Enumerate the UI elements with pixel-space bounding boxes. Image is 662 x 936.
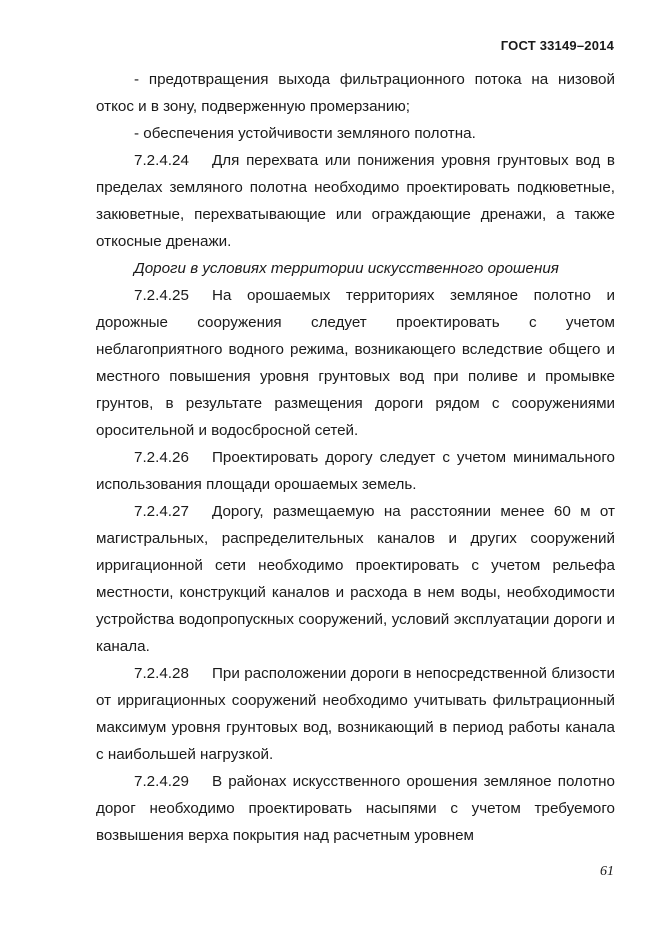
- clause-7-2-4-24: [96, 147, 615, 255]
- clause-7-2-4-28: [96, 660, 615, 768]
- clause-text: При расположении дороги в непосредственной близости от ирригационных сооружений необходимо учитывать фильтрационный максимум уровня грунтовых вод, возникающий в период работы канала с наибольшей нагрузкой.: [96, 665, 615, 763]
- clause-number: 7.2.4.29: [134, 773, 189, 790]
- clause-text: Проектировать дорогу следует с учетом минимального использования площади орошаемых земель.: [96, 449, 615, 493]
- section-subheading: Дороги в условиях территории искусственного орошения: [134, 260, 559, 277]
- paragraph-text: - предотвращения выхода фильтрационного потока на низовой откос и в зону, подверженную промерзанию;: [96, 71, 615, 115]
- clause-text: Дорогу, размещаемую на расстоянии менее 60 м от магистральных, распределительных каналов и других сооружений ирригационной сети необходимо проектировать с учетом рельефа местности, конструкций каналов и расхода в нем воды, необходимости устройства водопропускных сооружений, условий эксплуатации дороги и канала.: [96, 503, 615, 655]
- paragraph-dash-2: [96, 120, 615, 147]
- clause-number: 7.2.4.28: [134, 665, 189, 682]
- clause-number: 7.2.4.27: [134, 503, 189, 520]
- clause-7-2-4-27: [96, 498, 615, 660]
- clause-7-2-4-25: [96, 282, 615, 444]
- clause-number: 7.2.4.25: [134, 287, 189, 304]
- clause-text: В районах искусственного орошения земляное полотно дорог необходимо проектировать насыпями с учетом требуемого возвышения верха покрытия над расчетным уровнем: [96, 773, 615, 844]
- clause-text: Для перехвата или понижения уровня грунтовых вод в пределах земляного полотна необходимо проектировать подкюветные, закюветные, перехватывающие или ограждающие дренажи, а также откосные дренажи.: [96, 152, 615, 250]
- clause-text: На орошаемых территориях земляное полотно и дорожные сооружения следует проектировать с учетом неблагоприятного водного режима, возникающего вследствие общего и местного повышения уровня грунтовых вод при поливе и промывке грунтов, в результате размещения дороги рядом с сооружениями оросительной и водосбросной сетей.: [96, 287, 615, 439]
- paragraph-dash-1: [96, 66, 615, 120]
- paragraph-text: - обеспечения устойчивости земляного полотна.: [134, 125, 476, 142]
- page-number: 61: [600, 864, 614, 879]
- document-code-header: ГОСТ 33149–2014: [500, 38, 614, 53]
- clause-7-2-4-26: [96, 444, 615, 498]
- clause-number: 7.2.4.24: [134, 152, 189, 169]
- document-body: [96, 66, 615, 849]
- clause-7-2-4-29: [96, 768, 615, 849]
- clause-number: 7.2.4.26: [134, 449, 189, 466]
